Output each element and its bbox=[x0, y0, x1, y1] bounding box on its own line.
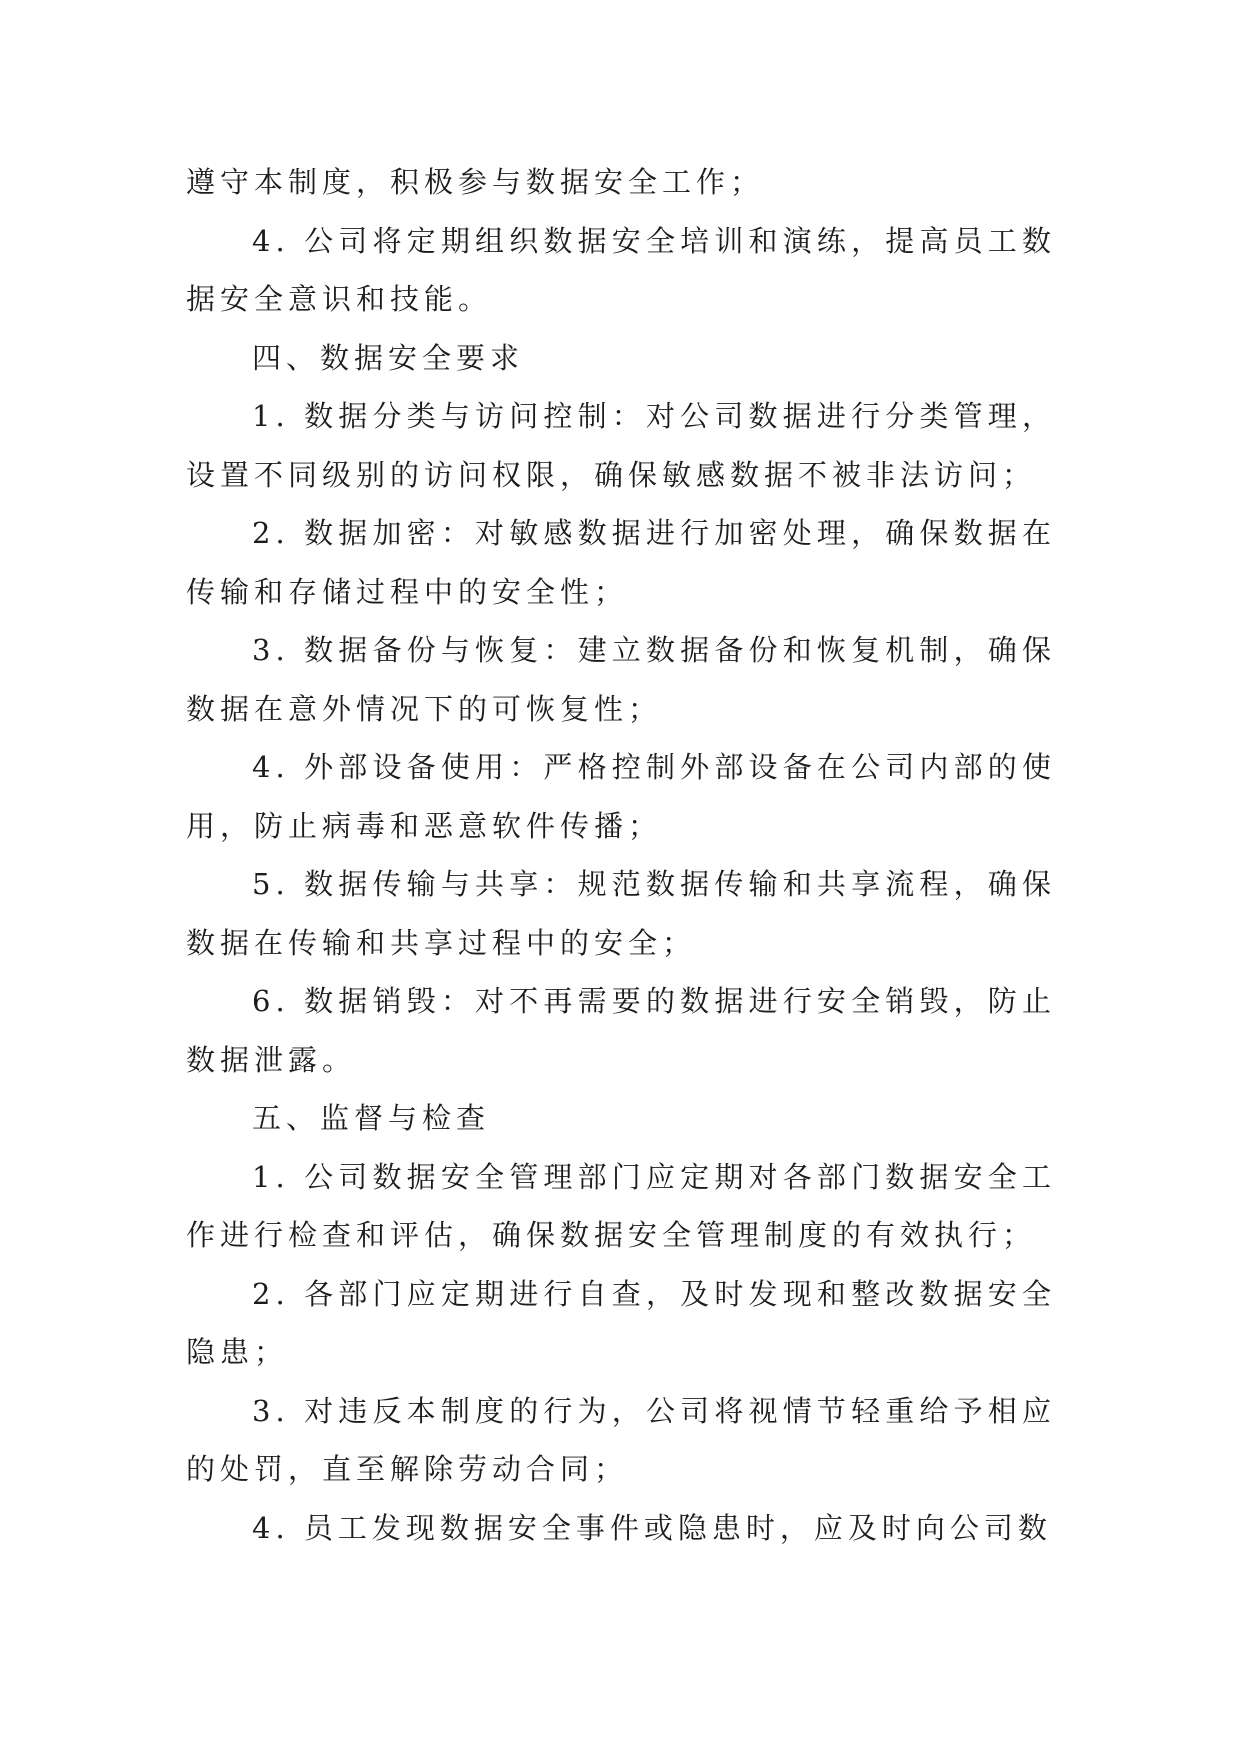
paragraph: 3. 对违反本制度的行为，公司将视情节轻重给予相应的处罚，直至解除劳动合同； bbox=[186, 1393, 1056, 1486]
paragraph: 4. 公司将定期组织数据安全培训和演练，提高员工数据安全意识和技能。 bbox=[186, 223, 1056, 316]
section-heading: 五、监督与检查 bbox=[252, 1101, 491, 1135]
paragraph: 4. 外部设备使用：严格控制外部设备在公司内部的使用，防止病毒和恶意软件传播； bbox=[186, 750, 1056, 843]
paragraph: 6. 数据销毁：对不再需要的数据进行安全销毁，防止数据泄露。 bbox=[186, 984, 1056, 1077]
paragraph: 1. 数据分类与访问控制：对公司数据进行分类管理，设置不同级别的访问权限，确保敏感数据不被非法访问； bbox=[186, 399, 1056, 492]
paragraph: 2. 数据加密：对敏感数据进行加密处理，确保数据在传输和存储过程中的安全性； bbox=[186, 516, 1056, 609]
paragraph: 3. 数据备份与恢复：建立数据备份和恢复机制，确保数据在意外情况下的可恢复性； bbox=[186, 633, 1056, 726]
document-body bbox=[186, 153, 1056, 1557]
paragraph: 1. 公司数据安全管理部门应定期对各部门数据安全工作进行检查和评估，确保数据安全管理制度的有效执行； bbox=[186, 1159, 1056, 1252]
paragraph: 4. 员工发现数据安全事件或隐患时，应及时向公司数 bbox=[252, 1510, 1052, 1545]
paragraph: 5. 数据传输与共享：规范数据传输和共享流程，确保数据在传输和共享过程中的安全； bbox=[186, 867, 1056, 960]
section-heading: 四、数据安全要求 bbox=[252, 340, 525, 375]
paragraph: 2. 各部门应定期进行自查，及时发现和整改数据安全隐患； bbox=[186, 1276, 1056, 1369]
paragraph: 遵守本制度，积极参与数据安全工作； bbox=[186, 165, 765, 199]
